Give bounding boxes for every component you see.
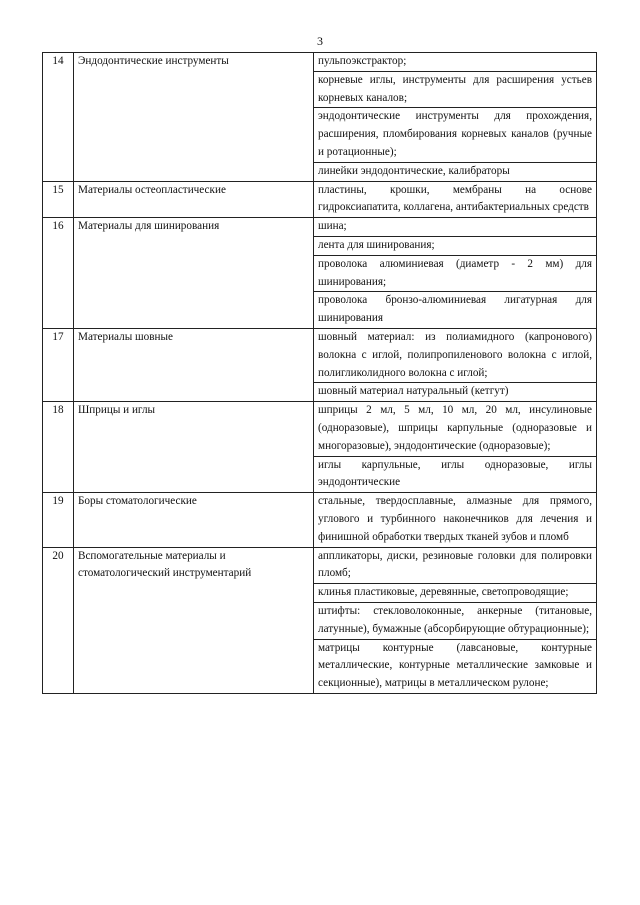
- table-body: [43, 53, 597, 694]
- section-item: линейки эндодонтические, калибраторы: [314, 162, 597, 181]
- section-item: шовный материал натуральный (кетгут): [314, 383, 597, 402]
- section-item: лента для шинирования;: [314, 236, 597, 255]
- section-item: пульпоэкстрактор;: [314, 53, 597, 72]
- section-item: эндодонтические инструменты для прохождения, расширения, пломбирования корневых каналов (ручные и ротационные);: [314, 108, 597, 162]
- page-number: 3: [317, 34, 323, 48]
- section-number: 20: [43, 547, 74, 693]
- table-row: [43, 218, 597, 237]
- section-number: 16: [43, 218, 74, 329]
- section-item: шовный материал: из полиамидного (капронового) волокна с иглой, полипропиленового волокна с иглой, полигликолидного волокна с иглой;: [314, 328, 597, 382]
- section-name: Шприцы и иглы: [74, 402, 314, 493]
- table-row: [43, 181, 597, 218]
- section-number: 17: [43, 328, 74, 401]
- section-item: иглы карпульные, иглы одноразовые, иглы эндодонтические: [314, 456, 597, 493]
- section-item: клинья пластиковые, деревянные, светопроводящие;: [314, 584, 597, 603]
- section-name: Вспомогательные материалы и стоматологический инструментарий: [74, 547, 314, 693]
- section-item: шина;: [314, 218, 597, 237]
- section-number: 18: [43, 402, 74, 493]
- section-number: 14: [43, 53, 74, 182]
- table-row: [43, 493, 597, 547]
- equipment-table: [42, 52, 597, 694]
- section-item: аппликаторы, диски, резиновые головки для полировки пломб;: [314, 547, 597, 584]
- table-row: [43, 402, 597, 456]
- section-item: корневые иглы, инструменты для расширения устьев корневых каналов;: [314, 71, 597, 108]
- section-item: проволока алюминиевая (диаметр - 2 мм) для шинирования;: [314, 255, 597, 292]
- table-row: [43, 328, 597, 382]
- table-row: [43, 547, 597, 584]
- section-item: пластины, крошки, мембраны на основе гидроксиапатита, коллагена, антибактериальных средств: [314, 181, 597, 218]
- section-item: стальные, твердосплавные, алмазные для прямого, углового и турбинного наконечников для лечения и финишной обработки твердых тканей зубов и пломб: [314, 493, 597, 547]
- section-name: Эндодонтические инструменты: [74, 53, 314, 182]
- section-name: Материалы для шинирования: [74, 218, 314, 329]
- section-name: Материалы шовные: [74, 328, 314, 401]
- table-row: [43, 53, 597, 72]
- section-item: шприцы 2 мл, 5 мл, 10 мл, 20 мл, инсулиновые (одноразовые), шприцы карпульные (одноразовые и многоразовые), эндодонтические (одноразовые);: [314, 402, 597, 456]
- section-item: проволока бронзо-алюминиевая лигатурная для шинирования: [314, 292, 597, 329]
- section-name: Материалы остеопластические: [74, 181, 314, 218]
- section-item: штифты: стекловолоконные, анкерные (титановые, латунные), бумажные (абсорбирующие обтурационные);: [314, 602, 597, 639]
- section-number: 19: [43, 493, 74, 547]
- section-item: матрицы контурные (лавсановые, контурные металлические, контурные металлические замковые и секционные), матрицы в металлическом рулоне;: [314, 639, 597, 693]
- section-name: Боры стоматологические: [74, 493, 314, 547]
- section-number: 15: [43, 181, 74, 218]
